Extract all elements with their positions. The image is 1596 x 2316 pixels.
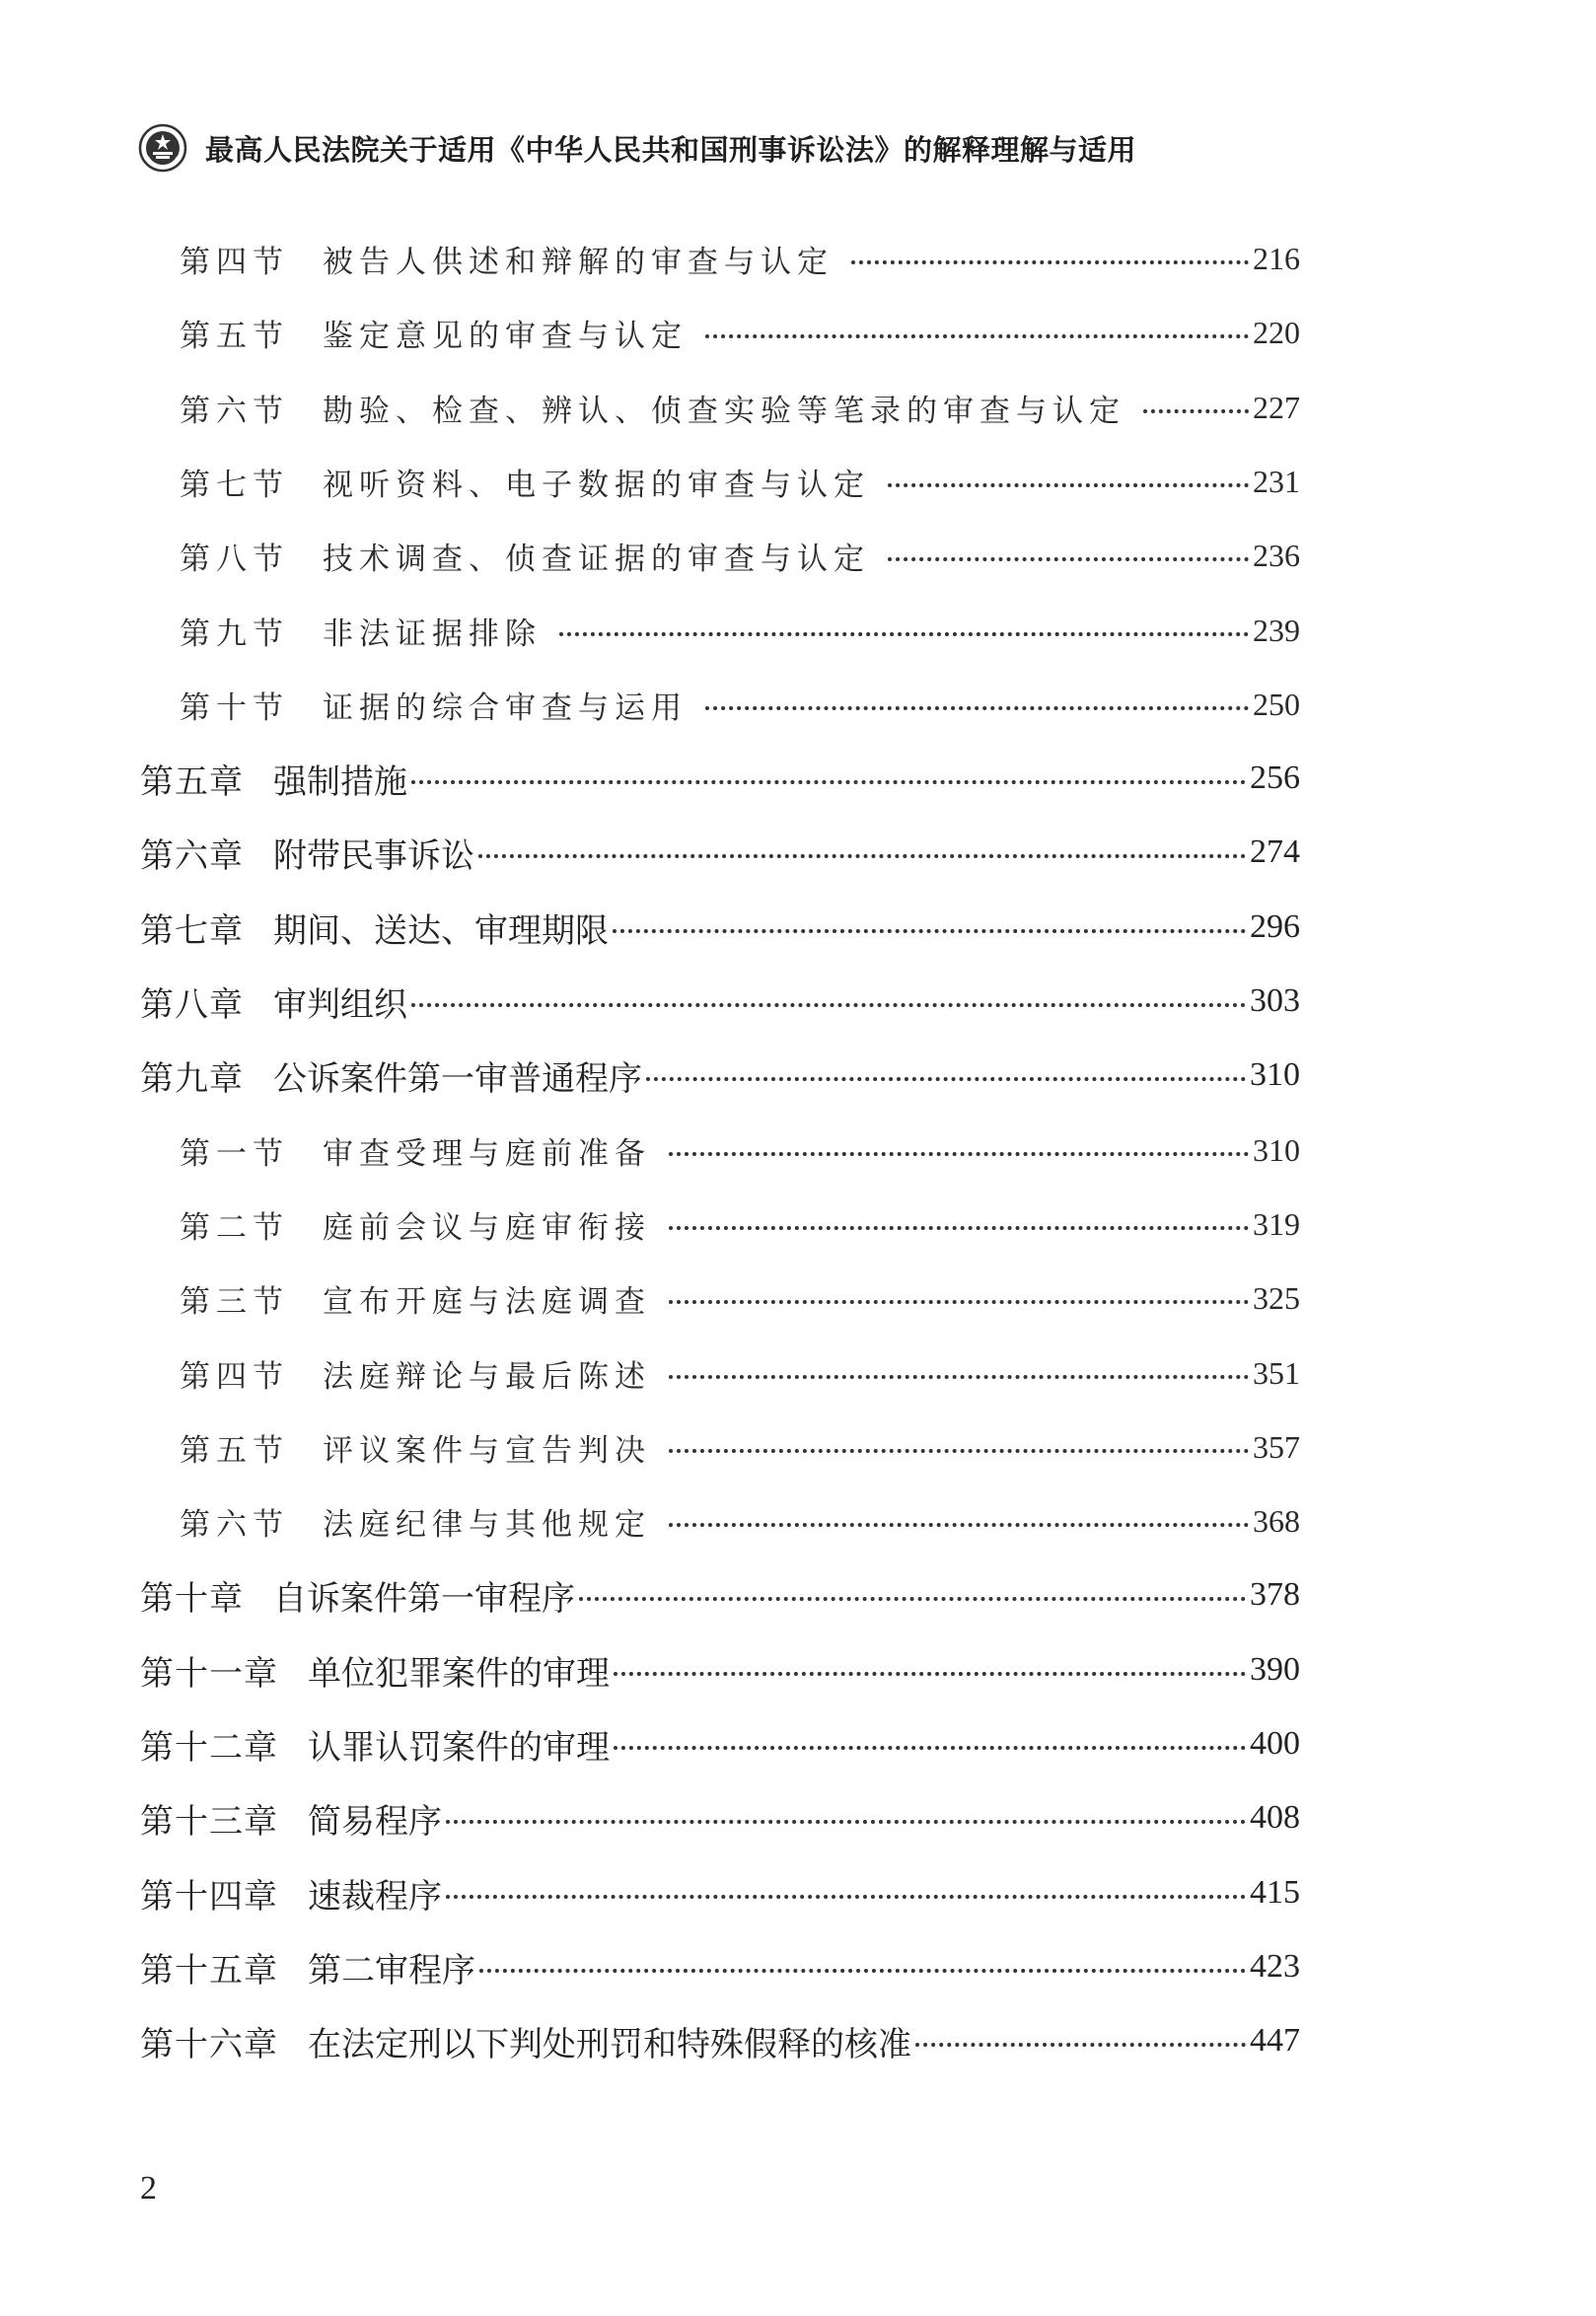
section-number: 第六节 bbox=[180, 393, 289, 429]
toc-page-number: 357 bbox=[1253, 1428, 1300, 1465]
chapter-title: 简易程序 bbox=[308, 1801, 442, 1842]
toc-chapter-row bbox=[140, 1722, 1300, 1766]
toc-chapter-row bbox=[140, 905, 1300, 949]
section-number: 第一节 bbox=[180, 1135, 289, 1172]
toc-page-number: 408 bbox=[1250, 1799, 1300, 1836]
toc-section-row bbox=[180, 1202, 1300, 1246]
book-title: 最高人民法院关于适用《中华人民共和国刑事诉讼法》的解释理解与适用 bbox=[205, 132, 1137, 167]
toc-page-number: 310 bbox=[1253, 1131, 1300, 1168]
section-title: 证据的综合审查与运用 bbox=[323, 689, 688, 726]
chapter-title: 期间、送达、审理期限 bbox=[273, 910, 609, 951]
dot-leader bbox=[669, 1226, 1249, 1230]
dot-leader bbox=[888, 557, 1249, 561]
chapter-number: 第五章 bbox=[140, 761, 244, 802]
toc-page-number: 368 bbox=[1253, 1502, 1300, 1539]
dot-leader bbox=[851, 260, 1249, 264]
section-title: 技术调查、侦查证据的审查与认定 bbox=[323, 541, 870, 577]
chapter-title: 审判组织 bbox=[273, 984, 407, 1025]
dot-leader bbox=[411, 1003, 1246, 1007]
toc-section-row bbox=[180, 311, 1300, 354]
toc-section-row bbox=[180, 1128, 1300, 1172]
toc-page-number: 256 bbox=[1250, 760, 1300, 796]
toc-page-number: 447 bbox=[1250, 2022, 1300, 2059]
section-title: 视听资料、电子数据的审查与认定 bbox=[323, 467, 870, 503]
dot-leader bbox=[446, 1820, 1246, 1824]
toc-chapter-row bbox=[140, 831, 1300, 874]
dot-leader bbox=[614, 1672, 1246, 1676]
toc-page-number: 310 bbox=[1250, 1056, 1300, 1093]
section-number: 第三节 bbox=[180, 1283, 289, 1320]
section-title: 鉴定意见的审查与认定 bbox=[323, 318, 688, 354]
dot-leader bbox=[669, 1152, 1249, 1156]
toc-page-number: 415 bbox=[1250, 1874, 1300, 1911]
toc-page-number: 220 bbox=[1253, 314, 1300, 350]
chapter-number: 第十一章 bbox=[140, 1653, 278, 1694]
chapter-number: 第七章 bbox=[140, 910, 244, 951]
dot-leader bbox=[479, 1969, 1246, 1973]
toc-section-row bbox=[180, 1351, 1300, 1395]
dot-leader bbox=[614, 1746, 1246, 1750]
section-title: 被告人供述和辩解的审查与认定 bbox=[323, 244, 834, 280]
toc-chapter-row bbox=[140, 1648, 1300, 1692]
chapter-title: 公诉案件第一审普通程序 bbox=[273, 1058, 642, 1099]
chapter-title: 自诉案件第一审程序 bbox=[273, 1578, 575, 1619]
chapter-title: 认罪认罚案件的审理 bbox=[308, 1727, 610, 1768]
toc-chapter-row bbox=[140, 2019, 1300, 2063]
section-number: 第五节 bbox=[180, 318, 289, 354]
chapter-title: 附带民事诉讼 bbox=[273, 835, 474, 876]
toc-chapter-row bbox=[140, 757, 1300, 800]
dot-leader bbox=[705, 334, 1249, 338]
dot-leader bbox=[478, 854, 1246, 858]
toc-page-number: 274 bbox=[1250, 833, 1300, 870]
toc-page-number: 303 bbox=[1250, 982, 1300, 1019]
section-number: 第九节 bbox=[180, 615, 289, 652]
toc-section-row bbox=[180, 683, 1300, 726]
toc-page-number: 296 bbox=[1250, 908, 1300, 945]
chapter-number: 第九章 bbox=[140, 1058, 244, 1099]
section-title: 审查受理与庭前准备 bbox=[323, 1135, 651, 1172]
chapter-title: 强制措施 bbox=[273, 761, 407, 802]
toc-section-row bbox=[180, 1499, 1300, 1543]
section-number: 第七节 bbox=[180, 467, 289, 503]
chapter-number: 第十五章 bbox=[140, 1950, 278, 1990]
section-title: 庭前会议与庭审衔接 bbox=[323, 1209, 651, 1246]
section-number: 第五节 bbox=[180, 1432, 289, 1469]
chapter-number: 第八章 bbox=[140, 984, 244, 1025]
toc-section-row bbox=[180, 1276, 1300, 1320]
dot-leader bbox=[888, 483, 1249, 487]
dot-leader bbox=[613, 929, 1246, 933]
dot-leader bbox=[669, 1300, 1249, 1304]
chapter-number: 第十六章 bbox=[140, 2024, 278, 2064]
section-title: 法庭辩论与最后陈述 bbox=[323, 1358, 651, 1395]
dot-leader bbox=[411, 780, 1246, 784]
dot-leader bbox=[669, 1449, 1249, 1453]
dot-leader bbox=[646, 1077, 1246, 1081]
dot-leader bbox=[559, 632, 1249, 636]
toc-section-row bbox=[180, 609, 1300, 652]
toc-page-number: 250 bbox=[1253, 686, 1300, 722]
toc-page-number: 351 bbox=[1253, 1354, 1300, 1391]
section-title: 评议案件与宣告判决 bbox=[323, 1432, 651, 1469]
chapter-title: 速裁程序 bbox=[308, 1876, 442, 1917]
toc-section-row bbox=[180, 460, 1300, 503]
dot-leader bbox=[446, 1895, 1246, 1899]
toc-chapter-row bbox=[140, 979, 1300, 1023]
section-number: 第四节 bbox=[180, 1358, 289, 1395]
chapter-title: 单位犯罪案件的审理 bbox=[308, 1653, 610, 1694]
chapter-number: 第十四章 bbox=[140, 1876, 278, 1917]
dot-leader bbox=[915, 2043, 1246, 2047]
section-title: 法庭纪律与其他规定 bbox=[323, 1506, 651, 1543]
toc-page-number: 231 bbox=[1253, 463, 1300, 499]
toc-section-row bbox=[180, 534, 1300, 577]
dot-leader bbox=[705, 706, 1249, 710]
section-number: 第四节 bbox=[180, 244, 289, 280]
dot-leader bbox=[669, 1523, 1249, 1527]
toc-chapter-row bbox=[140, 1945, 1300, 1989]
chapter-title: 第二审程序 bbox=[308, 1950, 475, 1990]
section-title: 宣布开庭与法庭调查 bbox=[323, 1283, 651, 1320]
dot-leader bbox=[1143, 409, 1249, 413]
chapter-number: 第十章 bbox=[140, 1578, 244, 1619]
toc-page-number: 216 bbox=[1253, 240, 1300, 276]
toc-chapter-row bbox=[140, 1871, 1300, 1915]
section-title: 非法证据排除 bbox=[323, 615, 542, 652]
toc-section-row bbox=[180, 386, 1300, 429]
toc-page-number: 239 bbox=[1253, 612, 1300, 648]
toc-page-number: 236 bbox=[1253, 537, 1300, 573]
dot-leader bbox=[579, 1597, 1246, 1601]
toc-page-number: 378 bbox=[1250, 1576, 1300, 1613]
section-title: 勘验、检查、辨认、侦查实验等笔录的审查与认定 bbox=[323, 393, 1125, 429]
toc-page-number: 423 bbox=[1250, 1948, 1300, 1985]
chapter-number: 第十二章 bbox=[140, 1727, 278, 1768]
toc-section-row bbox=[180, 1425, 1300, 1469]
page-number: 2 bbox=[140, 2170, 157, 2207]
toc-page-number: 390 bbox=[1250, 1651, 1300, 1688]
section-number: 第十节 bbox=[180, 689, 289, 726]
section-number: 第二节 bbox=[180, 1209, 289, 1246]
toc-chapter-row bbox=[140, 1053, 1300, 1097]
toc-chapter-row bbox=[140, 1573, 1300, 1617]
section-number: 第六节 bbox=[180, 1506, 289, 1543]
chapter-number: 第六章 bbox=[140, 835, 244, 876]
chapter-number: 第十三章 bbox=[140, 1801, 278, 1842]
toc-page-number: 319 bbox=[1253, 1205, 1300, 1242]
toc-chapter-row bbox=[140, 1796, 1300, 1840]
chapter-title: 在法定刑以下判处刑罚和特殊假释的核准 bbox=[308, 2024, 911, 2064]
toc-page-number: 325 bbox=[1253, 1279, 1300, 1316]
dot-leader bbox=[669, 1375, 1249, 1379]
section-number: 第八节 bbox=[180, 541, 289, 577]
toc-page-number: 227 bbox=[1253, 389, 1300, 425]
toc-page-number: 400 bbox=[1250, 1725, 1300, 1762]
toc-section-row bbox=[180, 237, 1300, 280]
